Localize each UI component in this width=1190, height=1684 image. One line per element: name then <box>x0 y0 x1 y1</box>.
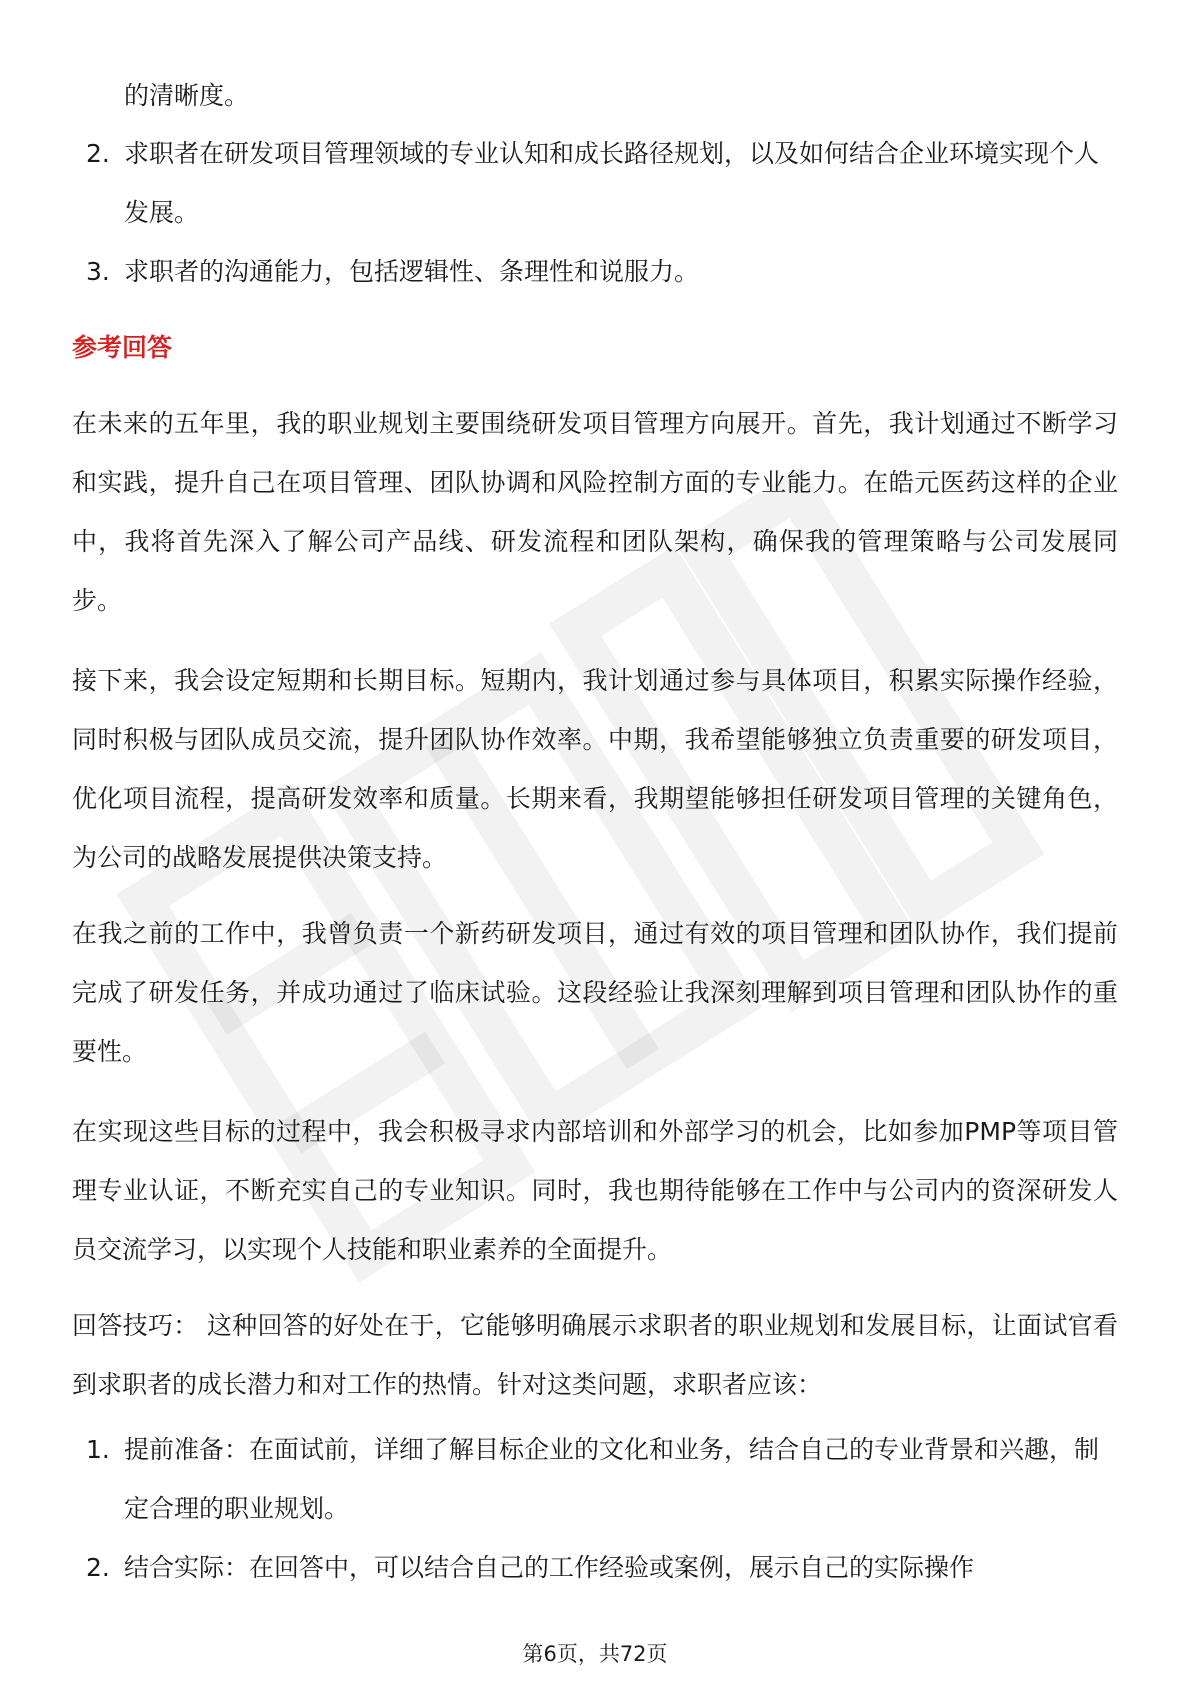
tips-intro-paragraph: 回答技巧： 这种回答的好处在于，它能够明确展示求职者的职业规划和发展目标，让面试官看到求职者的成长潜力和对工作的热情。针对这类问题，求职者应该： <box>72 1311 1118 1399</box>
list-item-text: 求职者的沟通能力，包括逻辑性、条理性和说服力。 <box>124 257 700 286</box>
criteria-list <box>72 124 1118 301</box>
tips-list <box>72 1420 1118 1597</box>
answer-paragraph: 在实现这些目标的过程中，我会积极寻求内部培训和外部学习的机会，比如参加PMP等项目管理专业认证，不断充实自己的专业知识。同时，我也期待能够在工作中与公司内的资深研发人员交流学习，以实现个人技能和职业素养的全面提升。 <box>72 1117 1118 1264</box>
list-item-text: 提前准备：在面试前，详细了解目标企业的文化和业务，结合自己的专业背景和兴趣，制定合理的职业规划。 <box>124 1435 1100 1523</box>
answer-paragraph: 在我之前的工作中，我曾负责一个新药研发项目，通过有效的项目管理和团队协作，我们提前完成了研发任务，并成功通过了临床试验。这段经验让我深刻理解到项目管理和团队协作的重要性。 <box>72 919 1118 1066</box>
list-item <box>72 242 1118 301</box>
list-item <box>72 1420 1118 1538</box>
continuation-line: 的清晰度。 <box>124 81 250 110</box>
page-footer: 第6页，共72页 <box>522 1642 668 1666</box>
list-item-text: 求职者在研发项目管理领域的专业认知和成长路径规划，以及如何结合企业环境实现个人发展。 <box>124 139 1100 227</box>
list-number: 1. <box>86 1435 110 1464</box>
list-item <box>72 1538 1118 1597</box>
list-number: 2. <box>86 1553 110 1582</box>
list-item-text: 结合实际：在回答中，可以结合自己的工作经验或案例，展示自己的实际操作 <box>124 1553 975 1582</box>
list-number: 2. <box>86 139 110 168</box>
section-title: 参考回答 <box>72 333 173 362</box>
list-number: 3. <box>86 257 110 286</box>
answer-paragraph: 在未来的五年里，我的职业规划主要围绕研发项目管理方向展开。首先，我计划通过不断学习和实践，提升自己在项目管理、团队协调和风险控制方面的专业能力。在皓元医药这样的企业中，我将首先深入了解公司产品线、研发流程和团队架构，确保我的管理策略与公司发展同步。 <box>72 409 1118 615</box>
answer-paragraph: 接下来，我会设定短期和长期目标。短期内，我计划通过参与具体项目，积累实际操作经验，同时积极与团队成员交流，提升团队协作效率。中期，我希望能够独立负责重要的研发项目，优化项目流程，提高研发效率和质量。长期来看，我期望能够担任研发项目管理的关键角色，为公司的战略发展提供决策支持。 <box>72 666 1118 872</box>
list-item <box>72 124 1118 242</box>
